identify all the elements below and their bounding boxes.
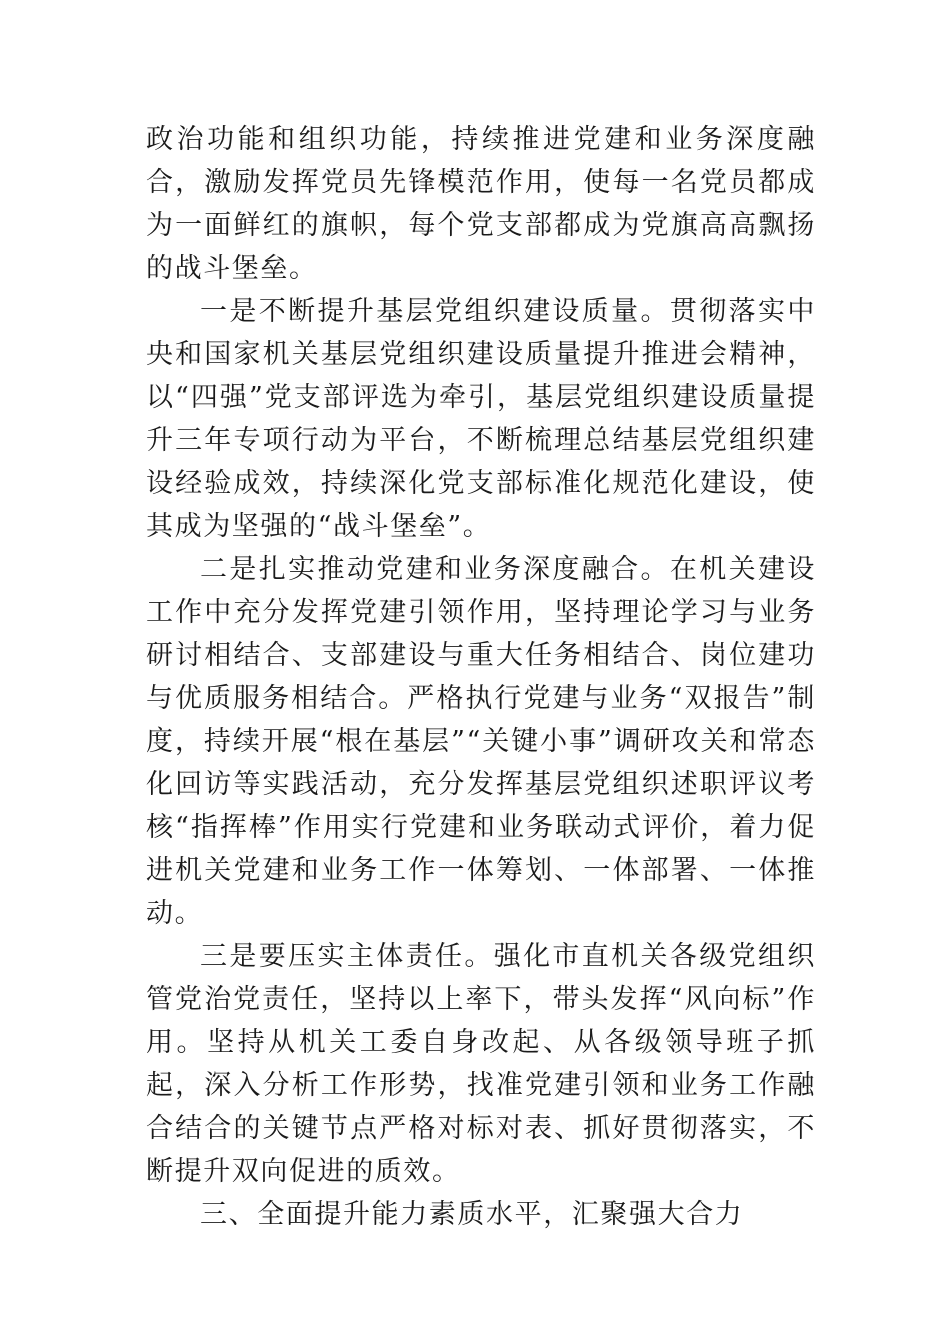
paragraph-item-two: 二是扎实推动党建和业务深度融合。在机关建设工作中充分发挥党建引领作用，坚持理论学习与业务研讨相结合、支部建设与重大任务相结合、岗位建功与优质服务相结合。严格执行党建与业务“双报告”制度，持续开展“根在基层”“关键小事”调研攻关和常态化回访等实践活动，充分发挥基层党组织述职评议考核“指挥棒”作用实行党建和业务联动式评价，着力促进机关党建和业务工作一体筹划、一体部署、一体推动。 [146,554,816,929]
paragraph-item-three: 三是要压实主体责任。强化市直机关各级党组织管党治党责任，坚持以上率下，带头发挥“风向标”作用。坚持从机关工委自身改起、从各级领导班子抓起，深入分析工作形势，找准党建引领和业务工作融合结合的关键节点严格对标对表、抓好贯彻落实，不断提升双向促进的质效。 [146,941,816,1187]
section-heading-three: 三、全面提升能力素质水平，汇聚强大合力 [200,1199,744,1230]
paragraph-item-one: 一是不断提升基层党组织建设质量。贯彻落实中央和国家机关基层党组织建设质量提升推进会精神，以“四强”党支部评选为牵引，基层党组织建设质量提升三年专项行动为平台，不断梳理总结基层党组织建设经验成效，持续深化党支部标准化规范化建设，使其成为坚强的“战斗堡垒”。 [146,296,816,542]
paragraph-continuation: 政治功能和组织功能，持续推进党建和业务深度融合，激励发挥党员先锋模范作用，使每一名党员都成为一面鲜红的旗帜，每个党支部都成为党旗高高飘扬的战斗堡垒。 [146,124,816,284]
document-body [146,118,816,1236]
